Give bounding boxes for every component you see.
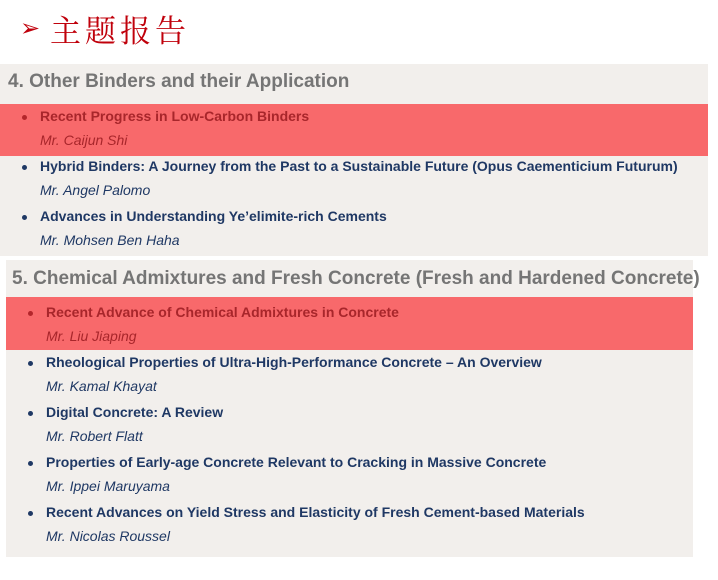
speaker-name: Mr. Mohsen Ben Haha (40, 232, 180, 248)
bullet-icon (28, 511, 33, 516)
section-panel-4 (0, 64, 708, 256)
talk-item (28, 452, 547, 502)
talk-title: Rheological Properties of Ultra-High-Performance Concrete – An Overview (46, 354, 542, 370)
bullet-icon (28, 411, 33, 416)
talk-list (22, 106, 678, 256)
speaker-name: Mr. Nicolas Roussel (46, 528, 170, 544)
section-panel-5 (6, 260, 700, 557)
bullet-icon (22, 215, 27, 220)
talk-item (28, 502, 585, 552)
talk-item (28, 302, 399, 352)
speaker-name: Mr. Caijun Shi (40, 132, 128, 148)
bullet-icon (28, 361, 33, 366)
talk-title: Properties of Early-age Concrete Relevant to Cracking in Massive Concrete (46, 454, 547, 470)
talk-list (28, 302, 585, 552)
page-title: 主题报告 (50, 13, 190, 50)
talk-title: Advances in Understanding Ye’elimite-rich Cements (40, 208, 387, 224)
bullet-icon (22, 115, 27, 120)
speaker-name: Mr. Angel Palomo (40, 182, 151, 198)
bullet-icon (28, 311, 33, 316)
talk-item (28, 402, 224, 452)
talk-item (22, 156, 678, 206)
speaker-name: Mr. Liu Jiaping (46, 328, 137, 344)
speaker-name: Mr. Kamal Khayat (46, 378, 157, 394)
section-title: 4. Other Binders and their Application (8, 71, 350, 92)
talk-title: Recent Advances on Yield Stress and Elasticity of Fresh Cement-based Materials (46, 504, 585, 520)
section-title: 5. Chemical Admixtures and Fresh Concrete (Fresh and Hardened Concrete) (12, 268, 700, 289)
talk-title: Hybrid Binders: A Journey from the Past to a Sustainable Future (Opus Caementicium Futurum) (40, 158, 678, 174)
talk-item (28, 352, 542, 402)
talk-title: Digital Concrete: A Review (46, 404, 224, 420)
talk-title: Recent Advance of Chemical Admixtures in Concrete (46, 304, 399, 320)
bullet-icon (28, 461, 33, 466)
arrow-bullet-icon: ➢ (20, 14, 41, 42)
speaker-name: Mr. Robert Flatt (46, 428, 143, 444)
talk-item (22, 106, 310, 156)
speaker-name: Mr. Ippei Maruyama (46, 478, 170, 494)
talk-title: Recent Progress in Low-Carbon Binders (40, 108, 310, 124)
talk-item (22, 206, 387, 256)
page-header (20, 6, 190, 50)
bullet-icon (22, 165, 27, 170)
